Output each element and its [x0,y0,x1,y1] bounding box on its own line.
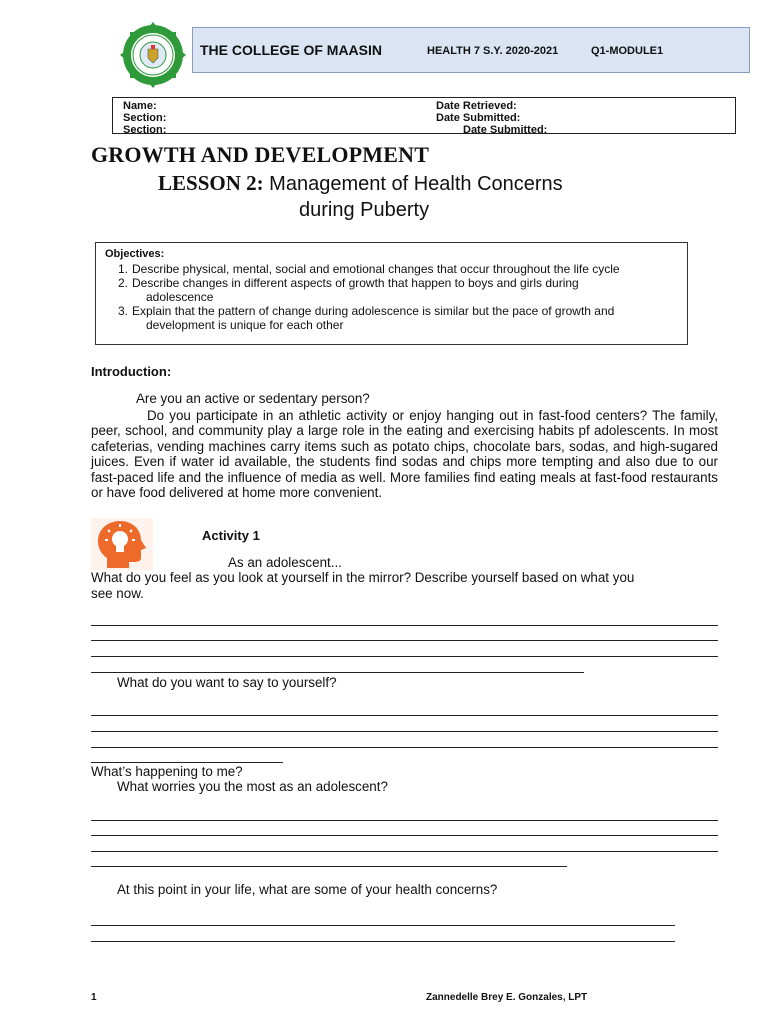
introduction-heading: Introduction: [91,364,172,379]
lightbulb-head-icon [91,518,153,570]
answer-line[interactable] [91,762,283,763]
question-3: What’s happening to me? [91,764,243,779]
question-4: What worries you the most as an adolescent? [117,779,388,794]
cut-off-label-right: Date Submitted: [463,124,548,134]
objective-item: 3. Explain that the pattern of change during adolescence is similar but the pace of growth and [118,304,615,318]
school-logo [113,22,193,88]
student-info-box [112,97,736,134]
unit-title: GROWTH AND DEVELOPMENT [91,142,430,167]
answer-line[interactable] [91,925,675,926]
answer-line[interactable] [91,625,718,626]
answer-line[interactable] [91,656,718,657]
page-number: 1 [91,992,97,1003]
author-credit: Zannedelle Brey E. Gonzales, LPT [426,992,588,1003]
cut-off-label-left: Section: [123,124,167,134]
answer-line[interactable] [91,715,718,716]
objective-item: 1. Describe physical, mental, social and emotional changes that occur throughout the life cycle [118,262,620,276]
school-name: THE COLLEGE OF MAASIN [200,42,382,58]
course-label: HEALTH 7 S.Y. 2020-2021 [427,45,559,57]
question-2: What do you want to say to yourself? [117,675,337,690]
lesson-title-text: Management of Health Concerns [263,173,563,195]
answer-line[interactable] [91,747,718,748]
answer-line[interactable] [91,731,718,732]
objective-item-continuation: development is unique for each other [146,318,344,332]
answer-line[interactable] [91,672,584,673]
objective-item-continuation: adolescence [146,290,214,304]
objective-item: 2. Describe changes in different aspects of growth that happen to boys and girls during [118,276,579,290]
name-label: Name: [123,100,157,112]
question-1: What do you feel as you look at yourself in the mirror? Describe yourself based on what you [91,570,635,585]
activity-intro: As an adolescent... [228,555,342,570]
section-label: Section: [123,112,167,124]
objectives-heading: Objectives: [105,248,165,260]
answer-line[interactable] [91,820,718,821]
lesson-title [158,171,563,196]
date-submitted-label: Date Submitted: [436,112,521,124]
objectives-box [95,242,688,345]
answer-line[interactable] [91,851,718,852]
activity-heading: Activity 1 [202,528,260,543]
question-5: At this point in your life, what are some of your health concerns? [117,882,498,897]
date-retrieved-label: Date Retrieved: [436,100,517,112]
module-label: Q1-MODULE1 [591,45,664,57]
answer-line[interactable] [91,640,718,641]
lesson-title-line2: during Puberty [299,199,430,221]
answer-line[interactable] [91,835,718,836]
question-1-continued: see now. [91,586,144,601]
intro-paragraph: Do you participate in an athletic activity or enjoy hanging out in fast-food centers? The family, peer, school, and community play a large role in the eating and exercising habits pf adolescents. In most cafeterias, vending machines carry items such as potato chips, chocolate bars, sodas, and high-sugared juices. Even if water id available, the students find sodas and chips more tempting and also due to our fast-paced life and the influence of media as well. More families find eating meals at fast-food restaurants or have food delivered at home more convenient. [91,408,718,501]
answer-line[interactable] [91,941,675,942]
answer-line[interactable] [91,866,567,867]
intro-question: Are you an active or sedentary person? [136,391,370,406]
lesson-number: LESSON 2: [158,171,264,195]
